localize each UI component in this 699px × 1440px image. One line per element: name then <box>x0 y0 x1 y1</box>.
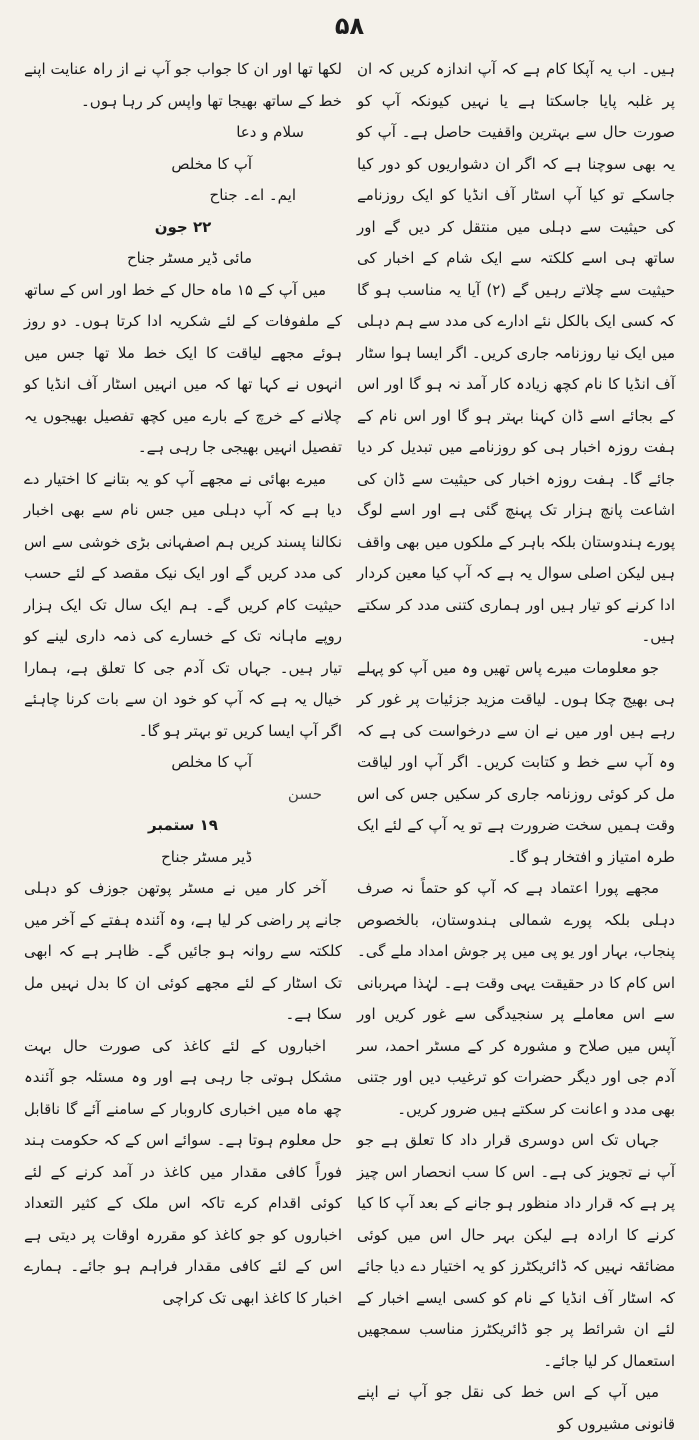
letter-date: ۲۲ جون <box>154 217 212 236</box>
paragraph: مجھے پورا اعتماد ہے کہ آپ کو حتماً نہ صرف دہلی بلکہ پورے شمالی ہندوستان، بالخصوص پنجاب، بہار اور یو پی میں پر جوش امداد ملے گی۔ اس کام کا در حقیقت یہی وقت ہے۔ لہٰذا مہربانی سے اس معاملے پر سنجیدگی سے غور کریں اور آپس میں صلاح و مشورہ کر کے مسٹر احمد، سر آدم جی اور دیگر حضرات کو ترغیب دیں اور جتنی بھی مدد و اعانت کر سکتے ہیں ضرور کریں۔ <box>357 879 675 1118</box>
letter-salutation: ڈیر مسٹر جناح <box>161 847 252 866</box>
letter-salutation: مائی ڈیر مسٹر جناح <box>127 249 252 267</box>
paragraph: جہاں تک اس دوسری قرار داد کا تعلق ہے جو آپ نے تجویز کی ہے۔ اس کا سب انحصار اس چیز پر ہے کہ قرار داد منظور ہو جانے کے بعد آپ کا کیا کرنے کا ارادہ ہے لیکن بہر حال اس میں کوئی مضائقہ نہیں کہ ڈائریکٹرز کو یہ اختیار دے دیا جائے کہ اسٹار آف انڈیا کے نام کو کسی ایسے اخبار کے لئے ان شرائط پر جو ڈائریکٹرز مناسب سمجھیں استعمال کر لیا جائے۔ <box>357 1131 675 1370</box>
paragraph: آخر کار میں نے مسٹر پوتھن جوزف کو دہلی جانے پر راضی کر لیا ہے، وہ آئندہ ہفتے کے آخر میں کلکتہ سے روانہ ہو جائیں گے۔ ظاہر ہے کہ ابھی تک اسٹار کے لئے مجھے کوئی ان کا بدل نہیں مل سکا ہے۔ <box>24 879 342 1023</box>
closing-greeting: سلام و دعا <box>236 123 304 141</box>
closing-line: آپ کا مخلص <box>171 154 252 173</box>
page-number: ۵۸ <box>334 12 365 40</box>
paragraph: اخباروں کے لئے کاغذ کی صورت حال بہت مشکل ہوتی جا رہی ہے اور وہ مسئلہ جو آئندہ چھ ماہ میں اخباری کاروبار کے سامنے آئے گا ناقابل حل معلوم ہوتا ہے۔ سوائے اس کے کہ حکومت ہند فوراً کافی مقدار میں کاغذ در آمد کرنے کے لئے کوئی اقدام کرے تاکہ اس ملک کے کثیر التعداد اخباروں کو جو کاغذ کو مقررہ اوقات پر دیتی ہے اس کے لئے کافی مقدار فراہم ہو جائے۔ ہمارے اخبار کا کاغذ ابھی تک کراچی <box>24 1036 342 1307</box>
closing-line: آپ کا مخلص <box>171 753 252 771</box>
paragraph: ہیں۔ اب یہ آپکا کام ہے کہ آپ اندازہ کریں کہ ان پر غلبہ پایا جاسکتا ہے یا نہیں کیونکہ آپ کو صورت حال سے بہترین واقفیت حاصل ہے۔ آپ کو یہ بھی سوچنا ہے کہ اگر ان دشواریوں کو دور کیا جاسکے تو کیا آپ اسٹار آف انڈیا کو ایک روزنامے کی حیثیت سے دہلی میں منتقل کر دیں گے اور ساتھ ہی اسے کلکتہ سے ایک شام کے اخبار کی حیثیت سے چلاتے رہیں گے (۲) آیا یہ مناسب ہو گا کہ کسی ایک بالکل نئے ادارے کی مدد سے ہم دہلی میں ایک نیا روزنامہ جاری کریں۔ اگر ایسا ہوا سٹار آف انڈیا کا نام کچھ زیادہ کار آمد نہ ہو گا اور اس کے بجائے اسے ڈان کہنا بہتر ہو گا اور اس نام کے ہفت روزہ اخبار ہی کو روزنامے میں تبدیل کر دیا جائے گا۔ ہفت روزہ اخبار کی حیثیت سے ڈان کی اشاعت پانچ ہزار تک پہنچ گئی ہے اور اسے لوگ پورے ہندوستان بلکہ باہر کے ملکوں میں بھی واقف ہیں لیکن اصلی سوال یہ ہے کہ آپ کیا معین کردار ادا کرنے کو تیار ہیں اور ہماری کتنی مدد کر سکتے ہیں۔ <box>357 60 675 645</box>
letter-date: ۱۹ ستمبر <box>148 816 218 834</box>
paragraph: میں آپ کے اس خط کی نقل جو آپ نے اپنے قانونی مشیروں کو <box>357 1383 675 1433</box>
paragraph: میرے بھائی نے مجھے آپ کو یہ بتانے کا اختیار دے دیا ہے کہ آپ دہلی میں جس نام سے بھی اخبار نکالنا پسند کریں ہم اصفہانی بڑی خوشی سے اس کی مدد کریں گے اور ایک نیک مقصد کے لئے حسب حیثیت کام کریں گے۔ ہم ایک سال تک ایک ہزار روپے ماہانہ تک کے خسارے کی ذمہ داری لینے کو تیار ہیں۔ جہاں تک آدم جی کا تعلق ہے، ہمارا خیال یہ ہے کہ آپ کو خود ان سے بات کرنا چاہئے اگر آپ ایسا کریں تو بہتر ہو گا۔ <box>24 469 342 740</box>
paragraph: لکھا تھا اور ان کا جواب جو آپ نے از راہ عنایت اپنے خط کے ساتھ بھیجا تھا واپس کر رہا ہوں۔ <box>24 60 342 110</box>
signature: حسن <box>287 784 322 803</box>
paragraph: میں آپ کے ۱۵ ماہ حال کے خط اور اس کے ساتھ کے ملفوفات کے لئے شکریہ ادا کرتا ہوں۔ دو روز ہوئے مجھے لیاقت کا ایک خط ملا تھا جس میں انہوں نے کہا تھا کہ میں انہیں اسٹار آف انڈیا کو چلانے کے خرچ کے بارے میں کچھ تفصیل بھیجوں یہ تفصیل انہیں بھیجی جا رہی ہے۔ <box>24 280 342 456</box>
signature: ایم۔ اے۔ جناح <box>209 186 296 204</box>
paragraph: جو معلومات میرے پاس تھیں وہ میں آپ کو پہلے ہی بھیج چکا ہوں۔ لیاقت مزید جزئیات پر غور کر رہے ہیں اور میں نے ان سے درخواست کی ہے کہ وہ آپ سے خط و کتابت کریں۔ اگر آپ اور لیاقت مل کر کوئی روزنامہ جاری کر سکیں جس کی اس وقت ہمیں سخت ضرورت ہے تو یہ آپ کے لئے ایک طرہ امتیاز و افتخار ہو گا۔ <box>357 658 675 866</box>
right-column <box>357 54 675 1433</box>
left-column <box>24 54 342 1307</box>
